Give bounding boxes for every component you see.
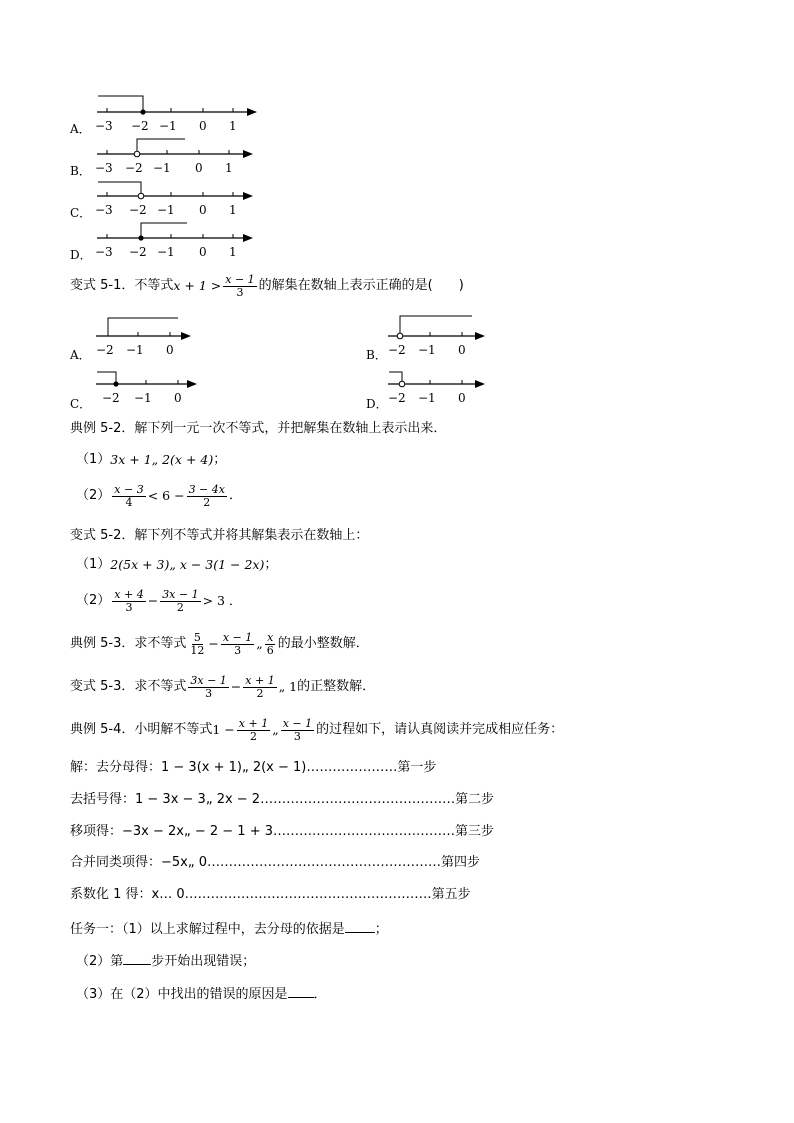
- task-text: ．: [313, 987, 327, 1002]
- variant-5-2-part-1: [76, 557, 277, 573]
- option-label: C．: [70, 397, 92, 411]
- tick-label: −2: [129, 203, 147, 217]
- math-relation: „: [256, 636, 263, 651]
- fraction: [221, 632, 254, 657]
- fraction-numerator: x − 1: [225, 272, 255, 286]
- fraction: [243, 675, 276, 700]
- tick-label: 1: [229, 119, 237, 133]
- tick-label: −3: [95, 245, 113, 259]
- math-expression: 3x + 1„ 2(x + 4): [110, 452, 214, 467]
- task-2: [76, 952, 255, 970]
- option-label: A．: [70, 122, 91, 136]
- math-expression: 1 −: [212, 722, 235, 737]
- tick-label: −2: [388, 343, 406, 357]
- task-text: ；: [374, 922, 388, 937]
- option-label: A．: [70, 348, 91, 362]
- number-line-c: [95, 178, 260, 220]
- fraction-denominator: 6: [266, 643, 274, 657]
- fraction-numerator: x + 4: [114, 587, 144, 601]
- number-line-a: [95, 92, 260, 136]
- tick-label: −3: [95, 119, 113, 133]
- option-label: C．: [70, 206, 92, 220]
- number-line-a-51: [94, 312, 199, 362]
- task-text: （2）第: [76, 954, 124, 969]
- math-expression: −: [147, 593, 159, 608]
- example-5-3-question: [70, 628, 369, 660]
- number-line-d: [95, 220, 260, 262]
- question-prefix: 变式 5-3．求不等式: [70, 679, 187, 694]
- option-label: D．: [70, 248, 92, 262]
- number-line-b: [95, 136, 260, 178]
- tick-label: −1: [418, 343, 436, 357]
- tick-label: −1: [153, 161, 171, 175]
- example-5-2-title: 典例 5-2．解下列一元一次不等式，并把解集在数轴上表示出来．: [70, 421, 447, 436]
- tick-label: −3: [95, 203, 113, 217]
- solution-step-2: 去括号得：1 − 3x − 3„ 2x − 2………………………………………第二步: [70, 792, 495, 807]
- solution-step-3: 移项得：−3x − 2x„ − 2 − 1 + 3……………………………………第三步: [70, 824, 494, 839]
- task-1: [70, 920, 388, 938]
- question-prefix: 典例 5-3．求不等式: [70, 636, 187, 651]
- task-text: 步开始出现错误；: [151, 954, 256, 969]
- fraction-denominator: 3: [205, 686, 213, 700]
- fraction-numerator: x + 1: [245, 673, 275, 687]
- tick-label: −1: [418, 391, 436, 405]
- fraction-denominator: 3: [234, 643, 242, 657]
- fraction-numerator: x − 1: [282, 716, 313, 730]
- number-line-d-51: [386, 368, 491, 410]
- fraction-numerator: 5: [193, 630, 201, 644]
- fraction-denominator: 12: [190, 643, 205, 657]
- math-expression: x + 1 >: [173, 278, 222, 293]
- fraction-denominator: 4: [125, 495, 133, 509]
- fraction: [265, 632, 276, 657]
- fraction: [160, 589, 200, 614]
- fraction-denominator: 3: [125, 600, 133, 614]
- tick-label: −2: [96, 343, 114, 357]
- tick-label: 0: [195, 161, 203, 175]
- part-end: ．: [228, 488, 242, 503]
- question-suffix: 的正整数解．: [297, 679, 376, 694]
- fraction-denominator: 2: [249, 729, 257, 743]
- fraction: [281, 718, 314, 743]
- variant-5-1-question: [70, 271, 464, 301]
- solution-step-5: 系数化 1 得：x… 0…………………………………………………第五步: [70, 887, 471, 902]
- fraction: [223, 274, 256, 299]
- tick-label: −3: [95, 161, 113, 175]
- option-label: D．: [366, 397, 388, 411]
- part-label: （1）: [76, 557, 111, 572]
- tick-label: 0: [166, 343, 174, 357]
- math-expression: 2(5x + 3)„ x − 3(1 − 2x): [110, 557, 265, 572]
- answer-blank[interactable]: [288, 985, 314, 998]
- variant-5-2-part-2: [76, 585, 241, 617]
- tick-label: −2: [131, 119, 149, 133]
- math-operator: −: [208, 636, 219, 651]
- tick-label: −1: [134, 391, 152, 405]
- number-line-c-51: [94, 368, 204, 410]
- fraction-denominator: 2: [256, 686, 264, 700]
- option-label: B．: [366, 348, 387, 362]
- tick-label: 1: [229, 245, 237, 259]
- part-label: （2）: [76, 593, 111, 608]
- part-end: ；: [264, 557, 278, 572]
- fraction: [188, 632, 206, 657]
- fraction-numerator: 3x − 1: [190, 673, 227, 687]
- fraction-numerator: x + 1: [238, 716, 269, 730]
- math-operator: −: [230, 679, 242, 694]
- math-expression: < 6 −: [147, 488, 185, 503]
- tick-label: 0: [199, 203, 207, 217]
- solution-step-4: 合并同类项得：−5x„ 0………………………………………………第四步: [70, 855, 480, 870]
- tick-label: −2: [388, 391, 406, 405]
- fraction-numerator: x: [267, 630, 274, 644]
- example-5-2-part-2: [76, 480, 242, 512]
- fraction-denominator: 2: [203, 495, 211, 509]
- question-prefix: 变式 5-1．不等式: [70, 278, 174, 293]
- fraction-denominator: 3: [293, 729, 301, 743]
- tick-label: −2: [102, 391, 120, 405]
- tick-label: 0: [458, 391, 466, 405]
- tick-label: 0: [199, 245, 207, 259]
- part-end: > 3 ．: [202, 593, 242, 608]
- fraction-numerator: x − 3: [114, 482, 144, 496]
- fraction-denominator: 3: [236, 285, 244, 299]
- solution-step-1: 解：去分母得：1 − 3(x + 1)„ 2(x − 1)…………………第一步: [70, 760, 437, 775]
- tick-label: 1: [229, 203, 237, 217]
- part-label: （1）: [76, 452, 111, 467]
- variant-5-3-question: [70, 671, 375, 703]
- tick-label: −1: [126, 343, 144, 357]
- tick-label: −2: [125, 161, 143, 175]
- fraction: [237, 718, 270, 743]
- fraction-numerator: 3x − 1: [162, 587, 199, 601]
- tick-label: −2: [129, 245, 147, 259]
- tick-label: −1: [159, 119, 177, 133]
- part-end: ；: [213, 452, 227, 467]
- question-suffix: 的最小整数解．: [277, 636, 369, 651]
- example-5-4-question: [70, 714, 563, 746]
- task-text: （3）在（2）中找出的错误的原因是: [76, 987, 288, 1002]
- math-relation: „: [272, 722, 279, 737]
- fraction-numerator: x − 1: [222, 630, 253, 644]
- math-relation: „ 1: [278, 679, 298, 694]
- question-suffix: 的过程如下，请认真阅读并完成相应任务：: [316, 722, 564, 737]
- variant-5-2-title: 变式 5-2．解下列不等式并将其解集表示在数轴上：: [70, 528, 369, 543]
- tick-label: 1: [225, 161, 233, 175]
- tick-label: 0: [458, 343, 466, 357]
- fraction-denominator: 2: [176, 600, 184, 614]
- fraction: [112, 484, 145, 509]
- tick-label: 0: [199, 119, 207, 133]
- task-text: 任务一：（1）以上求解过程中，去分母的依据是: [70, 922, 345, 937]
- example-5-2-part-1: [76, 452, 226, 468]
- question-prefix: 典例 5-4．小明解不等式: [70, 722, 213, 737]
- task-3: [76, 985, 327, 1003]
- part-label: （2）: [76, 488, 111, 503]
- tick-label: −1: [157, 245, 175, 259]
- number-line-b-51: [386, 310, 491, 360]
- fraction: [188, 675, 228, 700]
- tick-label: −1: [157, 203, 175, 217]
- answer-blank[interactable]: [123, 952, 151, 965]
- fraction: [112, 589, 145, 614]
- fraction-numerator: 3 − 4x: [188, 482, 225, 496]
- option-label: B．: [70, 164, 91, 178]
- tick-label: 0: [174, 391, 182, 405]
- question-suffix: 的解集在数轴上表示正确的是( ): [258, 278, 464, 293]
- answer-blank[interactable]: [345, 920, 375, 933]
- fraction: [187, 484, 227, 509]
